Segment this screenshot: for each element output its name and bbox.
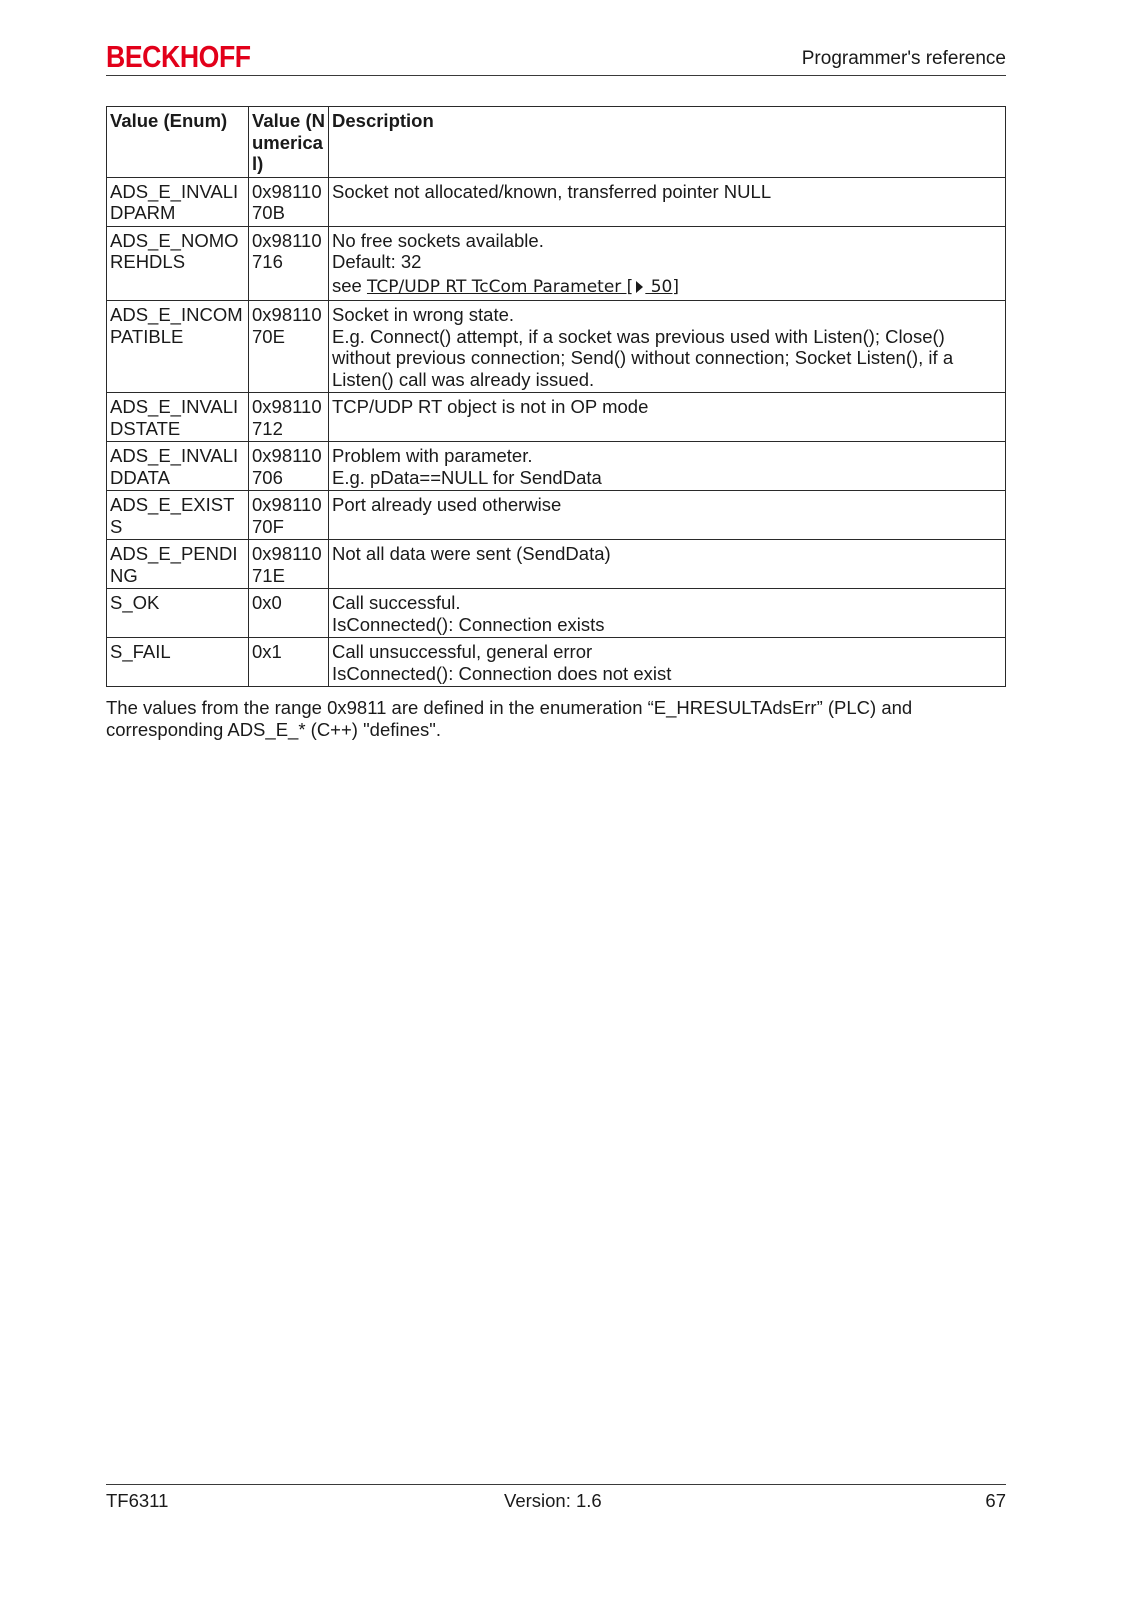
table-row	[107, 393, 1006, 442]
description-line: Not all data were sent (SendData)	[332, 543, 611, 564]
description-line: Default: 32	[332, 251, 422, 272]
description-line: Problem with parameter.	[332, 445, 533, 466]
table-header-row	[107, 107, 1006, 178]
return-values-table	[106, 106, 1006, 687]
header-divider	[106, 75, 1006, 76]
description-line: E.g. Connect() attempt, if a socket was previous used with Listen(); Close() without previous connection; Send() without connection; Socket Listen(), if a Listen() call was already issued.	[332, 325, 954, 390]
see-reference	[332, 273, 1002, 299]
description-line: TCP/UDP RT object is not in OP mode	[332, 396, 649, 417]
cell-numeric: 0x98110712	[249, 393, 329, 442]
arrow-right-icon	[636, 281, 643, 293]
description-line: Socket in wrong state.	[332, 304, 515, 325]
table-row	[107, 589, 1006, 638]
cell-description	[329, 301, 1006, 393]
cell-enum: S_OK	[107, 589, 249, 638]
page-number: 67	[985, 1490, 1006, 1511]
description-line: Port already used otherwise	[332, 494, 562, 515]
link-text: TCP/UDP RT TcCom Parameter [	[366, 276, 634, 297]
beckhoff-logo: BECKHOFF	[106, 39, 251, 74]
footer-version: Version: 1.6	[504, 1490, 602, 1511]
range-note: The values from the range 0x9811 are defined in the enumeration “E_HRESULTAdsErr” (PLC) and corresponding ADS_E_* (C++) "defines".	[106, 697, 913, 740]
description-line: No free sockets available.	[332, 229, 544, 251]
table-row	[107, 442, 1006, 491]
table-row	[107, 301, 1006, 393]
cell-description	[329, 540, 1006, 589]
cell-description	[329, 177, 1006, 226]
cell-enum: ADS_E_INVALIDSTATE	[107, 393, 249, 442]
description-line: IsConnected(): Connection does not exist	[332, 662, 672, 684]
cell-numeric: 0x9811070E	[249, 301, 329, 393]
description-line: E.g. pData==NULL for SendData	[332, 466, 602, 488]
tcp-udp-parameter-link[interactable]	[367, 277, 679, 297]
cell-description	[329, 393, 1006, 442]
description-line: Call unsuccessful, general error	[332, 641, 593, 662]
header-enum: Value (Enum)	[107, 107, 249, 178]
section-title: Programmer's reference	[801, 48, 1006, 69]
cell-description	[329, 491, 1006, 540]
table-row	[107, 491, 1006, 540]
cell-enum: ADS_E_PENDING	[107, 540, 249, 589]
cell-numeric: 0x9811070B	[249, 177, 329, 226]
header-numeric: Value (Numerical)	[249, 107, 329, 178]
description-line: IsConnected(): Connection exists	[332, 613, 605, 635]
table-row	[107, 540, 1006, 589]
cell-enum: ADS_E_INVALIDDATA	[107, 442, 249, 491]
cell-enum: ADS_E_NOMOREHDLS	[107, 226, 249, 301]
cell-numeric: 0x1	[249, 638, 329, 687]
cell-numeric: 0x0	[249, 589, 329, 638]
description-line: Socket not allocated/known, transferred pointer NULL	[332, 180, 772, 202]
cell-description	[329, 442, 1006, 491]
see-prefix: see	[332, 274, 367, 296]
footer-product: TF6311	[106, 1490, 169, 1511]
cell-numeric: 0x98110706	[249, 442, 329, 491]
cell-enum: S_FAIL	[107, 638, 249, 687]
footer-divider	[106, 1484, 1006, 1485]
cell-numeric: 0x9811070F	[249, 491, 329, 540]
header-description: Description	[329, 107, 1006, 178]
table-row	[107, 638, 1006, 687]
cell-enum: ADS_E_EXISTS	[107, 491, 249, 540]
cell-description	[329, 226, 1006, 301]
cell-numeric: 0x9811071E	[249, 540, 329, 589]
table-row	[107, 177, 1006, 226]
cell-numeric: 0x98110716	[249, 226, 329, 301]
cell-enum: ADS_E_INCOMPATIBLE	[107, 301, 249, 393]
table-row	[107, 226, 1006, 301]
cell-enum: ADS_E_INVALIDPARM	[107, 177, 249, 226]
description-line: Call successful.	[332, 592, 461, 613]
cell-description	[329, 638, 1006, 687]
cell-description	[329, 589, 1006, 638]
link-page: 50]	[645, 276, 679, 297]
